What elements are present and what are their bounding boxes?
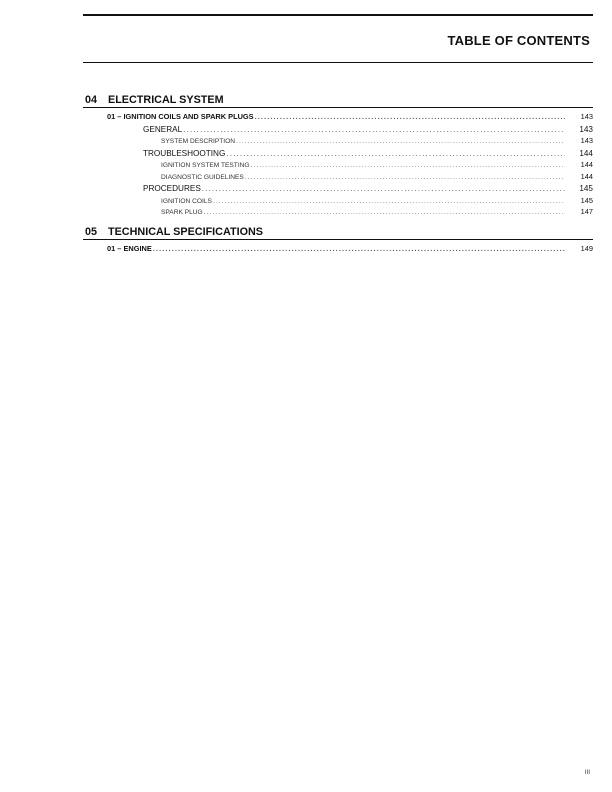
dot-leader: [245, 174, 565, 181]
toc-entry-label: DIAGNOSTIC GUIDELINES: [161, 173, 244, 181]
dot-leader: [255, 112, 565, 121]
dot-leader: [153, 244, 565, 253]
toc-entry-label: SYSTEM DESCRIPTION: [161, 138, 236, 145]
toc-entry-page: 147: [580, 207, 593, 216]
dot-leader: [251, 162, 565, 169]
toc-entry-ignition-coils[interactable]: [83, 193, 593, 205]
title-rule: [83, 62, 593, 63]
toc-entry-system-description[interactable]: [83, 134, 593, 146]
toc-entry-page: 145: [580, 195, 593, 205]
toc-entry-troubleshooting[interactable]: [83, 145, 593, 158]
page-title: TABLE OF CONTENTS: [447, 33, 590, 48]
toc-entry-label: 01 – ENGINE: [107, 244, 152, 253]
dot-leader: [226, 149, 565, 158]
dot-leader: [213, 198, 565, 205]
section-title: ELECTRICAL SYSTEM: [108, 94, 224, 106]
toc-entry-spark-plug[interactable]: [83, 205, 593, 217]
toc-entry-page: 143: [580, 136, 593, 145]
toc-entry-page: 144: [579, 148, 593, 158]
toc-entry-label: TROUBLESHOOTING: [143, 148, 226, 158]
toc-entry-ignition-system-testing[interactable]: [83, 158, 593, 170]
toc-entry-page: 144: [580, 160, 593, 169]
section-heading: [83, 225, 593, 240]
toc-entry-label: SPARK PLUG: [161, 209, 203, 216]
toc-entry-label: GENERAL: [143, 124, 183, 134]
toc-entry-page: 149: [580, 244, 593, 253]
toc-entry-label: PROCEDURES: [143, 184, 201, 193]
page-number: III: [584, 769, 590, 776]
section-number: 04: [85, 94, 98, 106]
toc-entry-page: 145: [579, 184, 593, 193]
toc-entry-page: 143: [580, 112, 593, 121]
toc-entry-page: 144: [580, 171, 593, 181]
section-electrical-system: [83, 93, 593, 216]
dot-leader: [204, 209, 565, 216]
toc-entry-diagnostic-guidelines[interactable]: [83, 169, 593, 181]
toc-entry-ignition-coils-and-spark-plugs[interactable]: [83, 109, 593, 121]
toc-entry-page: 143: [579, 124, 593, 134]
toc-entry-label: IGNITION COILS: [161, 197, 212, 205]
toc-entry-engine[interactable]: [83, 241, 593, 253]
toc-entry-procedures[interactable]: [83, 181, 593, 194]
dot-leader: [183, 125, 565, 134]
section-number: 05: [85, 226, 98, 238]
section-heading: [83, 93, 593, 108]
dot-leader: [202, 184, 565, 193]
toc-entry-general[interactable]: [83, 121, 593, 134]
section-technical-specifications: [83, 225, 593, 253]
toc-entry-label: 01 – IGNITION COILS AND SPARK PLUGS: [107, 112, 254, 121]
dot-leader: [236, 138, 565, 145]
toc-entry-label: IGNITION SYSTEM TESTING: [161, 162, 250, 169]
section-title: TECHNICAL SPECIFICATIONS: [108, 226, 263, 238]
top-rule: [83, 14, 593, 16]
